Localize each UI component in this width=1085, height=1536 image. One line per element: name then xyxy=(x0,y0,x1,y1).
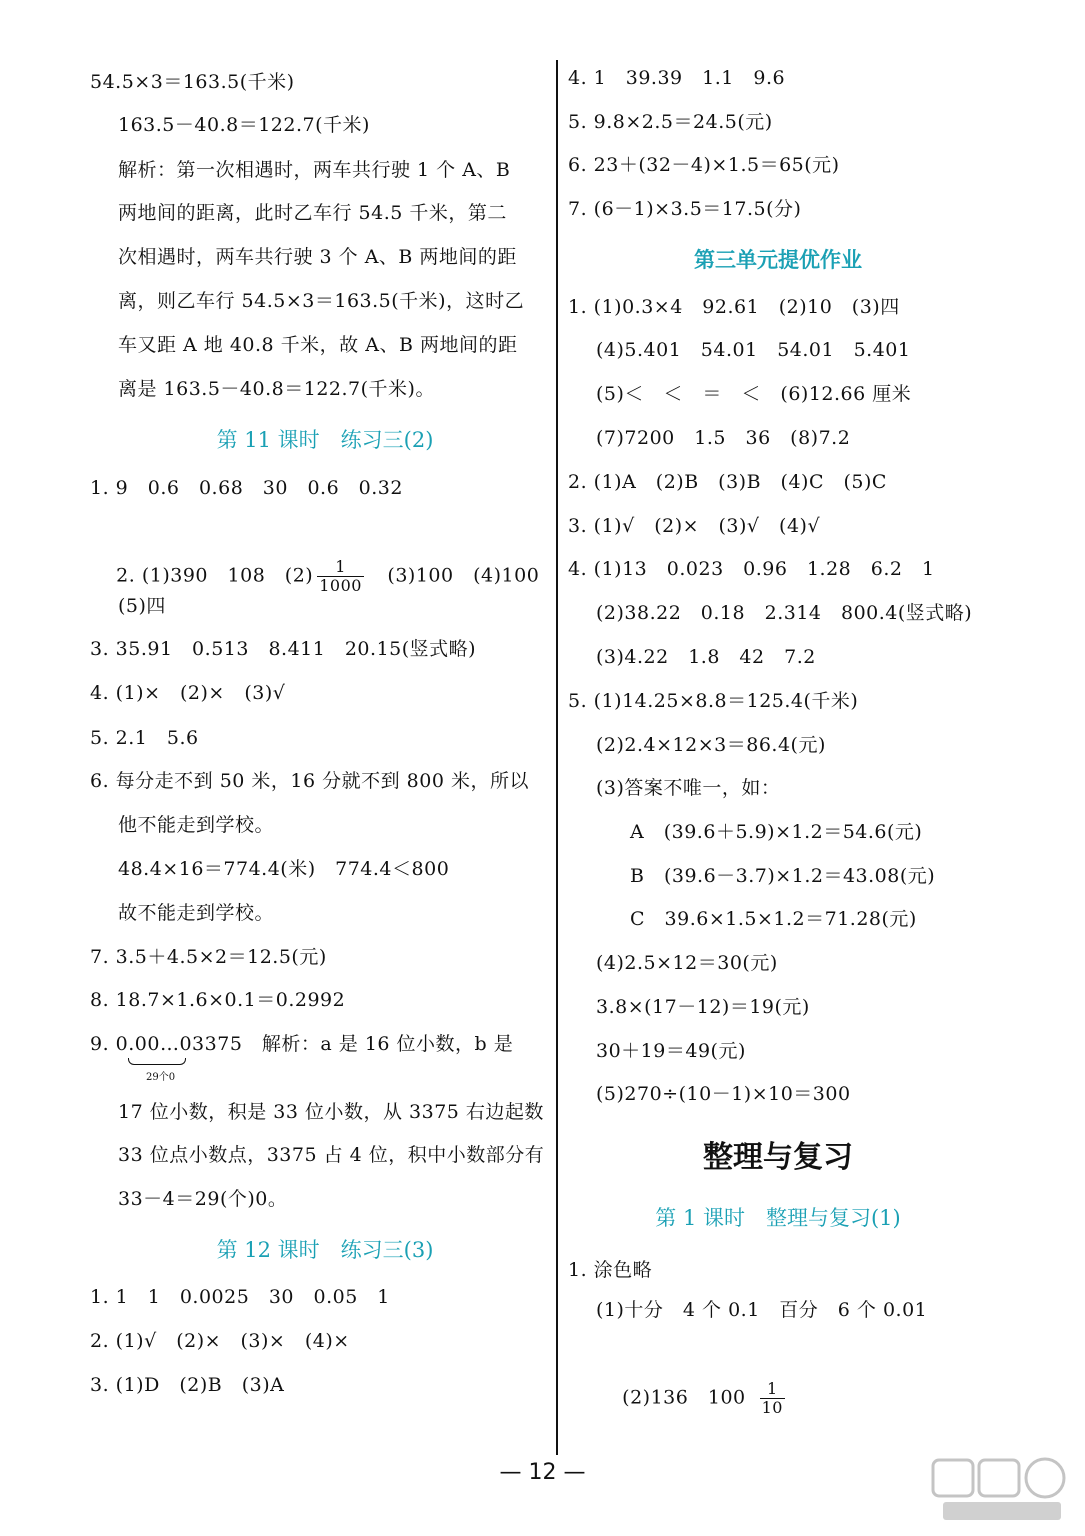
unit-3-line-16: (4)2.5×12＝30(元) xyxy=(596,952,778,974)
continued-answer-5: 5. 9.8×2.5＝24.5(元) xyxy=(568,111,773,133)
answer-8-analysis-6: 离是 163.5－40.8＝122.7(千米)。 xyxy=(118,378,435,400)
unit-3-line-4: (7)7200 1.5 36 (8)7.2 xyxy=(596,427,851,449)
answer-8-analysis-3: 次相遇时，两车共行驶 3 个 A、B 两地间的距 xyxy=(118,246,517,268)
lesson-11-answer-6-line1: 6. 每分走不到 50 米，16 分就不到 800 米，所以 xyxy=(90,770,529,792)
fraction-numerator: 1 xyxy=(317,558,364,577)
watermark-logo xyxy=(925,1456,1075,1526)
lesson-11-answer-4: 4. (1)× (2)× (3)√ xyxy=(90,682,286,704)
answer-8-analysis-5: 车又距 A 地 40.8 千米，故 A、B 两地间的距 xyxy=(118,334,518,356)
answer-8-analysis-4: 离，则乙车行 54.5×3＝163.5(千米)，这时乙 xyxy=(118,290,525,312)
fraction-denominator: 10 xyxy=(761,1398,783,1417)
unit-3-line-6: 3. (1)√ (2)× (3)√ (4)√ xyxy=(568,515,821,537)
review-answer-1-1: (1)十分 4 个 0.1 百分 6 个 0.01 xyxy=(596,1299,928,1321)
unit-3-heading: 第三单元提优作业 xyxy=(694,247,862,272)
unit-3-line-8: (2)38.22 0.18 2.314 800.4(竖式略) xyxy=(596,602,973,624)
unit-3-line-19: (5)270÷(10－1)×10＝300 xyxy=(596,1083,851,1105)
answer-8-line1: 54.5×3＝163.5(千米) xyxy=(90,71,295,93)
unit-3-line-18: 30＋19＝49(元) xyxy=(596,1040,746,1062)
unit-3-line-5: 2. (1)A (2)B (3)B (4)C (5)C xyxy=(568,471,887,493)
unit-3-line-9: (3)4.22 1.8 42 7.2 xyxy=(596,646,816,668)
review-answer-1-2-text: (2)136 100 xyxy=(622,1386,746,1409)
review-lesson-1-heading: 第 1 课时 整理与复习(1) xyxy=(655,1206,901,1230)
review-heading: 整理与复习 xyxy=(703,1140,853,1175)
lesson-12-answer-1: 1. 1 1 0.0025 30 0.05 1 xyxy=(90,1286,390,1308)
page-number: — 12 — xyxy=(499,1460,586,1485)
lesson-11-answer-5: 5. 2.1 5.6 xyxy=(90,727,199,749)
lesson-11-answer-2-rest: (3)100 (4)100 xyxy=(367,564,540,587)
lesson-11-answer-1: 1. 9 0.6 0.68 30 0.6 0.32 xyxy=(90,477,403,499)
answer-8-analysis-1: 解析：第一次相遇时，两车共行驶 1 个 A、B xyxy=(118,159,511,181)
answer-8-line2: 163.5－40.8＝122.7(千米) xyxy=(118,114,370,136)
unit-3-line-12: (3)答案不唯一，如： xyxy=(596,777,781,799)
unit-3-line-17: 3.8×(17－12)＝19(元) xyxy=(596,996,810,1018)
lesson-12-answer-3: 3. (1)D (2)B (3)A xyxy=(90,1374,285,1396)
lesson-11-answer-8: 8. 18.7×1.6×0.1＝0.2992 xyxy=(90,989,346,1011)
answer-8-analysis-2: 两地间的距离，此时乙车行 54.5 千米，第二 xyxy=(118,202,507,224)
unit-3-line-11: (2)2.4×12×3＝86.4(元) xyxy=(596,734,826,756)
underbrace xyxy=(128,1058,186,1065)
lesson-12-answer-2: 2. (1)√ (2)× (3)× (4)× xyxy=(90,1330,350,1352)
fraction xyxy=(317,558,364,595)
unit-3-line-15: C 39.6×1.5×1.2＝71.28(元) xyxy=(630,908,917,930)
lesson-11-answer-6-line4: 故不能走到学校。 xyxy=(118,902,275,924)
review-answer-1-2 xyxy=(596,1356,789,1441)
unit-3-line-7: 4. (1)13 0.023 0.96 1.28 6.2 1 xyxy=(568,558,935,580)
lesson-11-answer-9-line3: 33 位点小数点，3375 占 4 位，积中小数部分有 xyxy=(118,1144,545,1166)
lesson-11-answer-6-line3: 48.4×16＝774.4(米) 774.4＜800 xyxy=(118,858,450,880)
unit-3-line-1: 1. (1)0.3×4 92.61 (2)10 (3)四 xyxy=(568,296,900,318)
fraction-numerator: 1 xyxy=(760,1380,785,1399)
lesson-11-answer-7: 7. 3.5＋4.5×2＝12.5(元) xyxy=(90,946,327,968)
unit-3-line-14: B (39.6－3.7)×1.2＝43.08(元) xyxy=(630,865,936,887)
unit-3-line-10: 5. (1)14.25×8.8＝125.4(千米) xyxy=(568,690,859,712)
unit-3-line-13: A (39.6＋5.9)×1.2＝54.6(元) xyxy=(630,821,923,843)
lesson-11-answer-2-5: (5)四 xyxy=(118,595,166,617)
unit-3-line-3: (5)＜ ＜ ＝ ＜ (6)12.66 厘米 xyxy=(596,383,912,405)
review-answer-1: 1. 涂色略 xyxy=(568,1259,653,1281)
lesson-11-answer-9-line1: 9. 0.00…03375 解析：a 是 16 位小数，b 是 xyxy=(90,1033,514,1055)
lesson-11-answer-9-line2: 17 位小数，积是 33 位小数，从 3375 右边起数 xyxy=(118,1101,544,1123)
fraction xyxy=(760,1380,785,1417)
lesson-11-answer-2-text: 2. (1)390 108 (2) xyxy=(116,564,314,587)
lesson-11-answer-3: 3. 35.91 0.513 8.411 20.15(竖式略) xyxy=(90,638,477,660)
unit-3-line-2: (4)5.401 54.01 54.01 5.401 xyxy=(596,339,911,361)
continued-answer-4: 4. 1 39.39 1.1 9.6 xyxy=(568,67,786,89)
lesson-12-heading: 第 12 课时 练习三(3) xyxy=(216,1238,434,1262)
underbrace-note: 29个0 xyxy=(146,1072,176,1083)
lesson-11-answer-9-line4: 33－4＝29(个)0。 xyxy=(118,1188,288,1210)
lesson-11-heading: 第 11 课时 练习三(2) xyxy=(216,428,434,452)
lesson-11-answer-6-line2: 他不能走到学校。 xyxy=(118,814,275,836)
continued-answer-6: 6. 23＋(32－4)×1.5＝65(元) xyxy=(568,154,840,176)
continued-answer-7: 7. (6－1)×3.5＝17.5(分) xyxy=(568,198,802,220)
fraction-denominator: 1000 xyxy=(319,576,362,595)
